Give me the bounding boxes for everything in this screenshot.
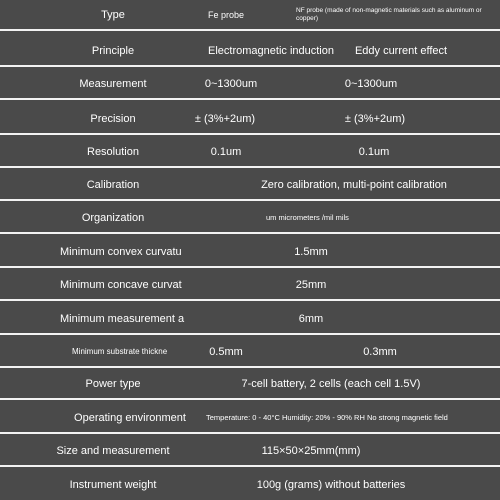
table-row-weight bbox=[0, 469, 500, 500]
row-label: Minimum substrate thickne bbox=[72, 347, 168, 357]
row-label: Organization bbox=[81, 211, 145, 224]
row-label: Precision bbox=[90, 112, 136, 125]
nf-value: 0.3mm bbox=[363, 345, 397, 358]
table-row-type bbox=[0, 0, 500, 31]
row-label: Minimum convex curvatu bbox=[60, 245, 182, 258]
table-row-resolution bbox=[0, 137, 500, 168]
row-label: Minimum measurement a bbox=[60, 312, 185, 325]
table-row-size bbox=[0, 436, 500, 467]
row-label: Measurement bbox=[79, 77, 147, 90]
row-label: Resolution bbox=[87, 145, 139, 158]
table-row-substrate-thickness bbox=[0, 337, 500, 368]
environment-value: Temperature: 0 - 40°C Humidity: 20% - 90% RH No strong magnetic field bbox=[206, 413, 448, 423]
row-label: Calibration bbox=[86, 178, 140, 191]
nf-value: 0~1300um bbox=[344, 77, 398, 90]
row-label: Operating environment bbox=[74, 411, 186, 424]
fe-value: 0.5mm bbox=[209, 345, 243, 358]
fe-value: 0~1300um bbox=[204, 77, 258, 90]
row-label: Type bbox=[101, 8, 125, 21]
nf-value: 0.1um bbox=[358, 145, 390, 158]
organization-value: um micrometers /mil mils bbox=[266, 213, 349, 223]
fe-value: Electromagnetic induction bbox=[208, 44, 334, 57]
row-label: Principle bbox=[91, 44, 135, 57]
table-row-organization bbox=[0, 203, 500, 234]
size-value: 115×50×25mm(mm) bbox=[261, 444, 361, 457]
table-row-convex-curvature bbox=[0, 237, 500, 268]
fe-probe-value: Fe probe bbox=[208, 9, 245, 20]
row-label: Instrument weight bbox=[69, 478, 157, 491]
table-row-precision bbox=[0, 104, 500, 135]
row-label: Power type bbox=[85, 377, 141, 390]
weight-value: 100g (grams) without batteries bbox=[256, 478, 406, 491]
concave-value: 25mm bbox=[295, 278, 327, 291]
nf-value: ± (3%+2um) bbox=[344, 112, 406, 125]
calibration-value: Zero calibration, multi-point calibration bbox=[261, 178, 447, 191]
table-row-principle bbox=[0, 36, 500, 67]
nf-value: Eddy current effect bbox=[354, 44, 448, 57]
power-value: 7-cell battery, 2 cells (each cell 1.5V) bbox=[241, 377, 421, 390]
row-label: Size and measurement bbox=[56, 444, 170, 457]
table-row-operating-environment bbox=[0, 403, 500, 434]
min-area-value: 6mm bbox=[298, 312, 324, 325]
row-label: Minimum concave curvat bbox=[60, 278, 182, 291]
table-row-power-type bbox=[0, 369, 500, 400]
nf-probe-value: NF probe (made of non-magnetic materials such as aluminum or copper) bbox=[296, 6, 482, 22]
table-row-min-measurement-area bbox=[0, 304, 500, 335]
table-row-calibration bbox=[0, 170, 500, 201]
table-row-concave-curvature bbox=[0, 270, 500, 301]
convex-value: 1.5mm bbox=[294, 245, 328, 258]
table-row-measurement bbox=[0, 69, 500, 100]
fe-value: 0.1um bbox=[210, 145, 242, 158]
fe-value: ± (3%+2um) bbox=[194, 112, 256, 125]
